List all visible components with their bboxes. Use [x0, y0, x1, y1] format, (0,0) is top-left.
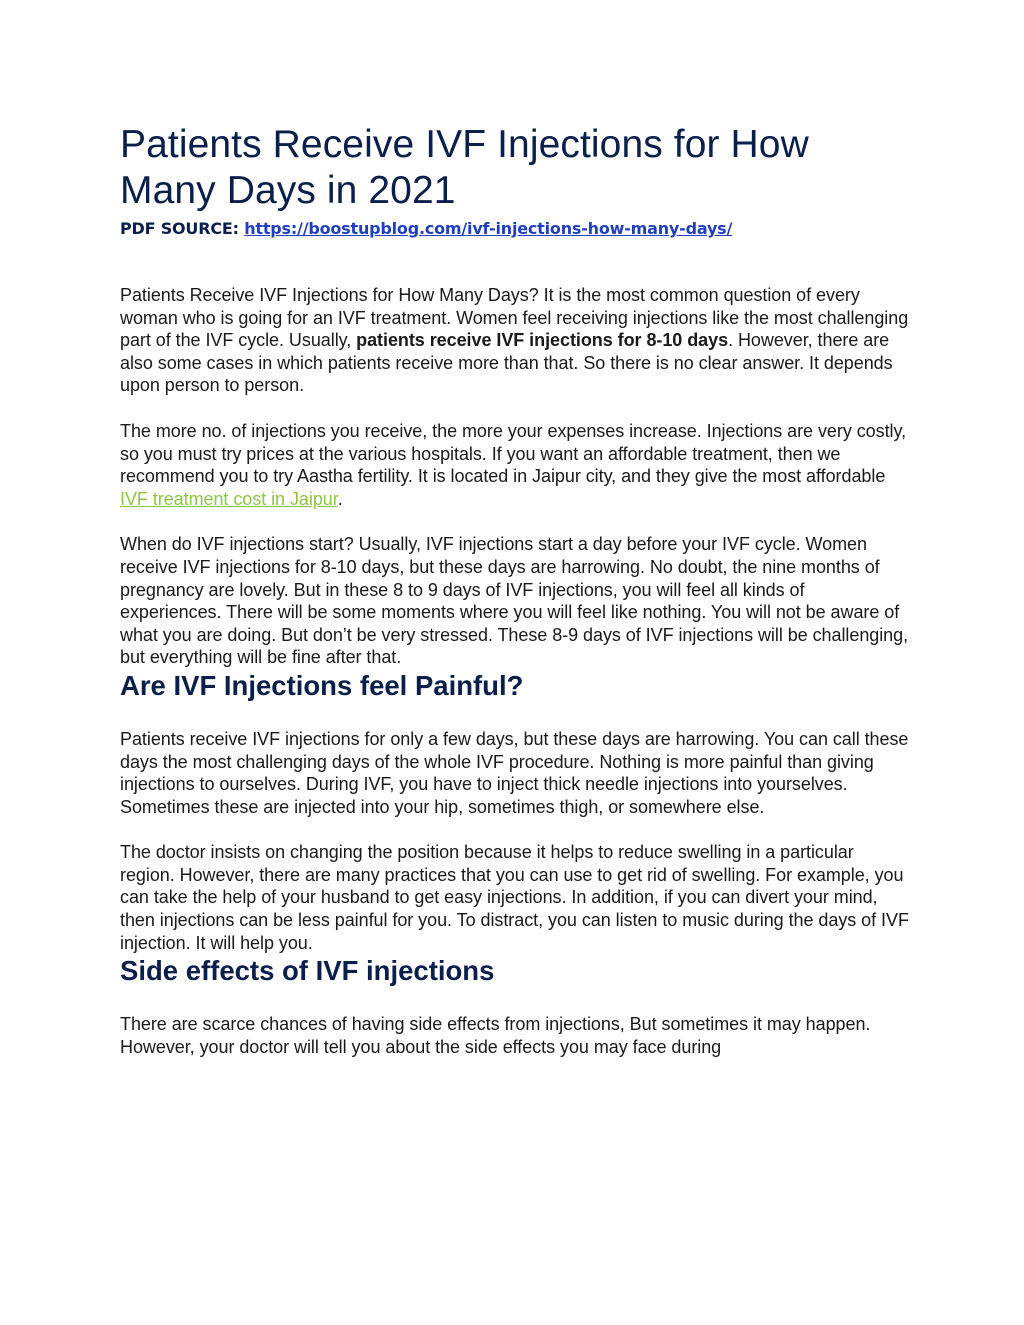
- pain-paragraph-2: The doctor insists on changing the position because it helps to reduce swelling in a particular region. However, there are many practices that you can use to get rid of swelling. For example, you can take the help of your husband to get easy injections. In addition, if you can divert your mind, then injections can be less painful for you. To distract, you can listen to music during the days of IVF injection. It will help you.: [120, 842, 909, 953]
- pdf-source-line: [120, 218, 910, 240]
- pain-paragraph-1: Patients receive IVF injections for only a few days, but these days are harrowing. You can call these days the most challenging days of the whole IVF procedure. Nothing is more painful than giving injections to ourselves. During IVF, you have to inject thick needle injections into yourselves. Sometimes these are injected into your hip, sometimes thigh, or somewhere else.: [120, 728, 909, 817]
- section-heading-painful: Are IVF Injections feel Painful?: [120, 669, 524, 701]
- intro-paragraph-3: When do IVF injections start? Usually, IVF injections start a day before your IVF cycle. Women receive IVF injections for 8-10 days, but these days are harrowing. No doubt, the nine months of pregnancy are lovely. But in these 8 to 9 days of IVF injections, you will feel all kinds of experiences. There will be some moments where you will feel like nothing. You will not be aware of what you are doing. But don’t be very stressed. These 8-9 days of IVF injections will be challenging, but everything will be fine after that.: [120, 534, 909, 668]
- document-page: [120, 122, 910, 1058]
- intro-paragraph-2: [120, 420, 910, 510]
- intro-p1-bold: patients receive IVF injections for 8-10 days: [356, 330, 729, 351]
- pdf-source-label: PDF SOURCE:: [120, 219, 245, 238]
- pdf-source-link[interactable]: https://boostupblog.com/ivf-injections-how-many-days/: [244, 219, 733, 238]
- section-heading-side-effects: Side effects of IVF injections: [120, 955, 495, 987]
- intro-p2-text-a: The more no. of injections you receive, the more your expenses increase. Injections are very costly, so you must try prices at the various hospitals. If you want an affordable treatment, then we recommend you to try Aastha fertility. It is located in Jaipur city, and they give the most affordable: [120, 420, 907, 487]
- intro-p1-text-b: . However, there are also some cases in which patients receive more than that. So there is no clear answer. It depends upon person to person.: [120, 330, 893, 396]
- intro-p1-text-a: Patients Receive IVF Injections for How Many Days? It is the most common question of every woman who is going for an IVF treatment. Women feel receiving injections like the most challenging part of the IVF cycle. Usually,: [120, 285, 909, 351]
- page-title: Patients Receive IVF Injections for How Many Days in 2021: [120, 123, 809, 212]
- ivf-cost-jaipur-link[interactable]: IVF treatment cost in Jaipur: [120, 488, 338, 509]
- side-effects-paragraph-1: There are scarce chances of having side effects from injections, But sometimes it may happen. However, your doctor will tell you about the side effects you may face during: [120, 1014, 871, 1057]
- intro-paragraph-1: [120, 284, 910, 397]
- intro-p2-text-b: .: [337, 488, 343, 509]
